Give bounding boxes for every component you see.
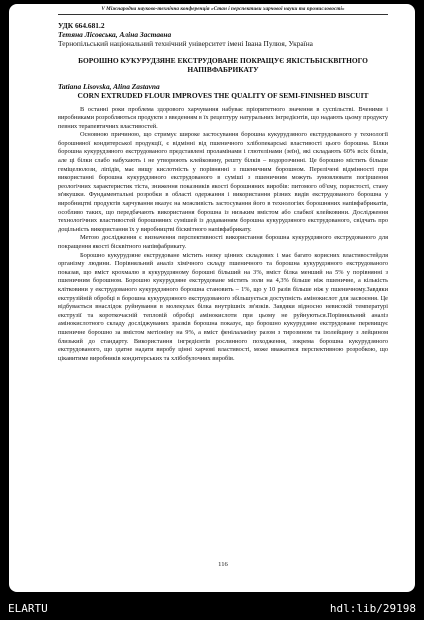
paragraph-results: Борошно кукурудзяне екструдоване містить низку цінних складових і має багато корисних властивостейдля організму людини. Порівняльний аналіз хімічного складу пшеничного та борошна кукурудзяного екструдованого показав, що вміст крохмалю в кукурудзяному борошні більший на 3%, вміст білка менший на 5% у порівнянні з пшеничним борошном. Борошно кукурудзяне екструдоване містить золи на 4,3% більше ніж пшеничне, а кількість клітковини у екструдованого кукурудзяного борошна становить – 1%, що у 10 разів більше ніж у пшеничному.Завдяки екструзійній обробці в борошна кукурудзяного екструдованого збільшується доступність амінокислот для засвоєння. Це відбувається внаслідок руйнування в молекулах білка внутрішніх зв'язків. Завдяки відносно невисокій температурі екструзії та короткочасній тепловій обробці амінокислоти при цьому не руйнуються.Порівняльний аналіз амінокислотного складу досліджуваних зразків борошна показує, що борошно кукурудзяне екструдоване перевищує пшеничне борошно за вмістом метіоніну на 9%, а вміст фенілаланіну разом з тирозином та ізолейцину з лейцином близький до стандарту. Використання інгредієнтів рослинного походження, зокрема борошна кукурудзяного екструдованого, що здатне надати виробу цінні харчові властивості, може вважатися перспективною розробкою, що цікавитиме виробників кондитерських та хлібобулочних виробів. <box>58 251 388 362</box>
paragraph-aim: Метою дослідження є визначення перспективності використання борошна кукурудзяного екструдованого для покращення якості бісквітного напівфабрикату. <box>58 234 388 250</box>
title-ukrainian: БОРОШНО КУКУРУДЗЯНЕ ЕКСТРУДОВАНЕ ПОКРАЩУЄ ЯКІСТЬБІСКВІТНОГО НАПІВФАБРИКАТУ <box>78 55 368 74</box>
page-content <box>58 6 388 568</box>
page-number: 116 <box>218 561 228 568</box>
title-english: CORN EXTRUDED FLOUR IMPROVES THE QUALITY OF SEMI-FINISHED BISCUIT <box>77 90 369 100</box>
repository-label: ELARTU <box>8 602 48 615</box>
authors-ukrainian: Тетяна Лісовська, Аліна Заставна <box>58 29 172 39</box>
udc-code: УДК 664.681.2 <box>58 20 105 30</box>
document-sheet <box>9 4 415 592</box>
running-header: V Міжнародна науково-технічна конференція «Стан і перспективи харчової науки та промисловості» <box>58 6 388 15</box>
handle-label: hdl:lib/29198 <box>329 602 416 615</box>
affiliation: Тернопільський національний технічний університет імені Івана Пулюя, Україна <box>58 38 313 48</box>
paragraph-background: Основною причиною, що стримує широке застосування борошна кукурудзяного екструдованого у технології борошняної кондитерської продукції, є відмінні від пшеничного хлібопекарські властивості цього борошна. Білки борошна кукурудзяного екструдованого представлені проламінами і глютелінами (зеїн), які складають 60% всіх білків, але ці білки слабо набухають і не утворюють клейковину, решту білків – водорозчинні. Це борошно містить більше геміцелюлози, ліпідів, має вищу кислотність у порівнянні з пшеничним борошном. Перелічені відмінності при використанні борошна кукурудзяного екструдованого в суміші з пшеничним можуть зумовлювати погіршення реологічних характеристик тіста, зниження показників якості борошняних виробів: питомого об'єму, пористості, стану м'якушки. Фундаментальні розробки в області одержання і використання різних видів екструдованого борошна у виробництві продуктів харчування вказує на можливість застосування його в технологіях борошняних напівфабрикатів, особливо таких, що передбачають використання борошна із низьким вмістом або слабкої клейковини. Дослідження технологічних властивостей борошняних сумішей із додаванням борошна кукурудзяного екструдованого, свідчать про доцільність використання їх у виробництві бісквітного напівфабрикату. <box>58 131 388 233</box>
authors-english: Tatiana Lisovska, Alina Zastavna <box>58 81 160 91</box>
viewer-footer <box>0 600 424 620</box>
paragraph-intro: В останні роки проблема здорового харчування набуває пріоритетного значення в суспільстві. Вченими і виробниками розробляються продукти з введенням в їх рецептуру натуральних інгредієнтів, що надають цьому продукту певних терапевтичних властивостей. <box>58 105 388 130</box>
